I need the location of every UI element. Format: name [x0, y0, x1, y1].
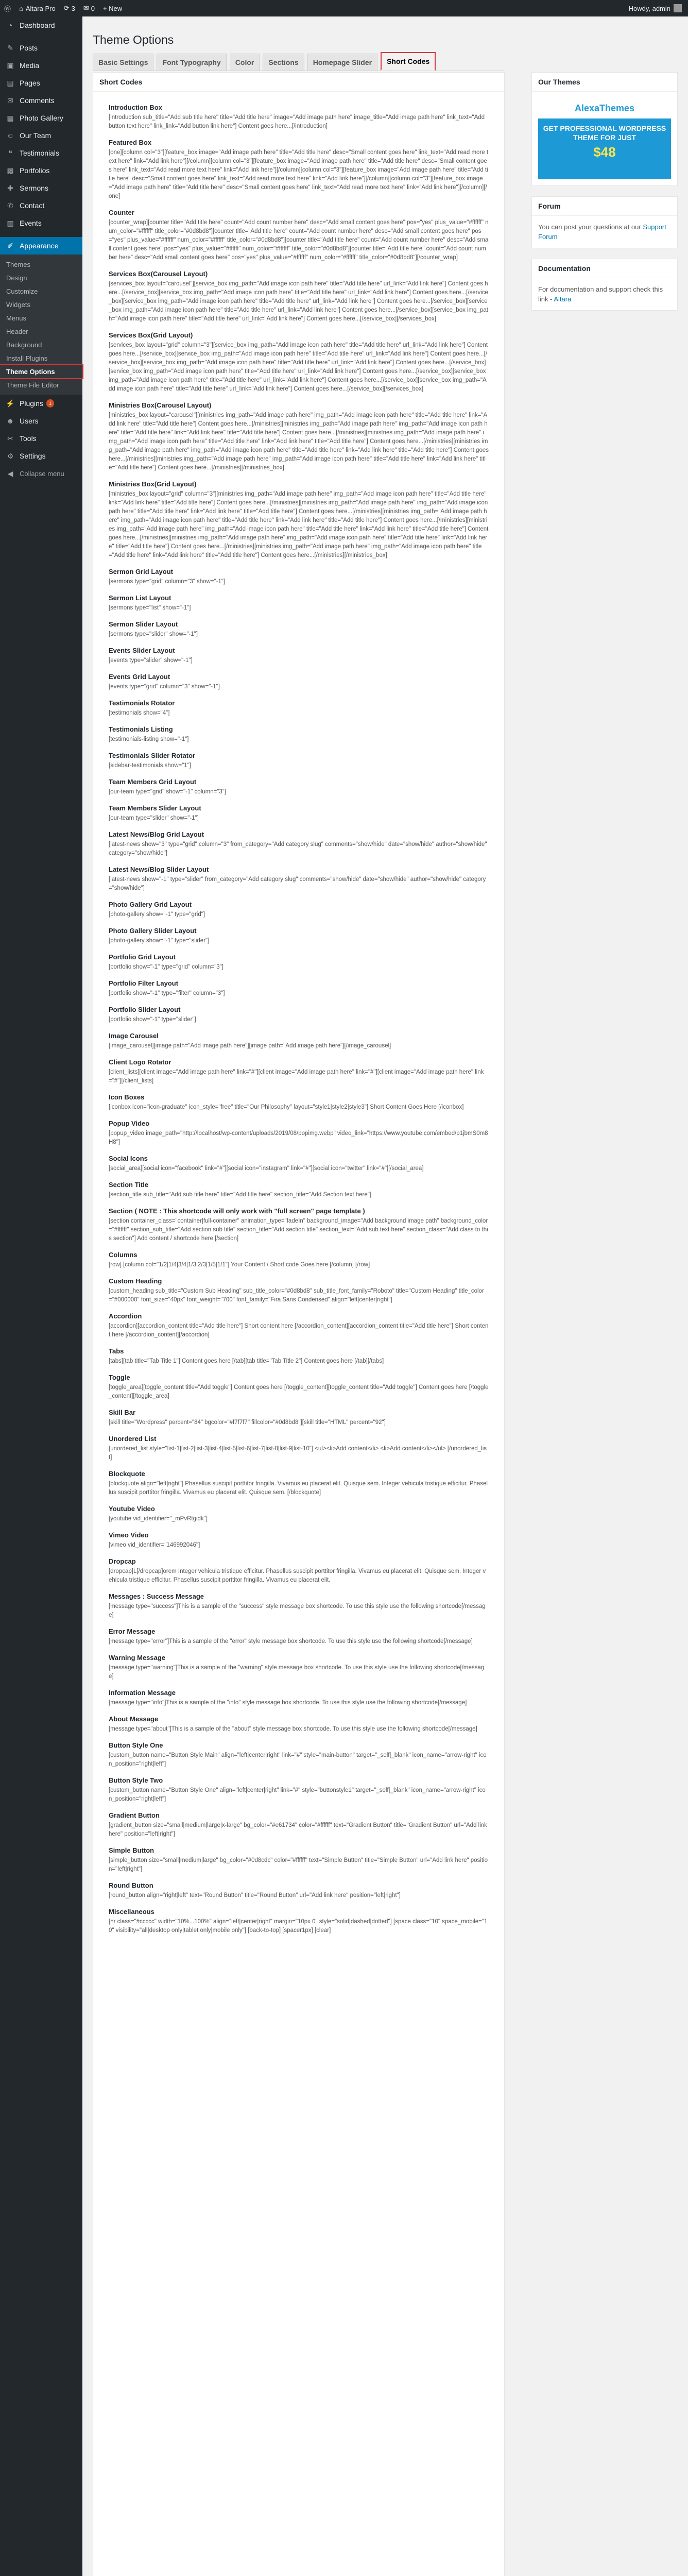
shortcode-code[interactable]: [ministries_box layout="carousel"][ministries img_path="Add image path here" img_path="Add image icon path here" title="Add title here" link="Add link here" title="Add title here"] Content goes here...[/ministries][ministries img_path="Add image path here" img_path="Add image icon path here" title="Add title here" link="Add link here" title="Add title here"] Content goes here...[/ministries][ministries img_path="Add image path here" img_path="Add image icon path here" title="Add title here" link="Add link here" title="Add title here"] Content goes here...[/ministries][ministries img_path="Add image path here" img_path="Add image icon path here" title="Add title here" link="Add link here" title="Add title here"] Content goes here...[/ministries][ministries img_path="Add image path here" img_path="Add image icon path here" title="Add title here" link="Add link here" title="Add title here"] Content goes here...[/ministries][/ministries_box] [109, 412, 489, 471]
submenu-theme-file-editor[interactable]: Theme File Editor [6, 381, 59, 389]
shortcode-title: Image Carousel [109, 1032, 159, 1040]
shortcode-item [109, 1741, 489, 1769]
home-icon: ⌂ [19, 4, 23, 12]
menu-plugins[interactable] [0, 395, 82, 412]
menu-separator [0, 232, 82, 237]
menu-appearance[interactable] [0, 237, 82, 255]
shortcode-code[interactable]: [our-team type="grid" show="-1" column="3"] [109, 789, 227, 795]
menu-sermons[interactable] [0, 179, 82, 197]
widget-title: Documentation [532, 259, 677, 278]
menu-label: Collapse menu [20, 469, 64, 478]
submenu-themes[interactable]: Themes [6, 260, 30, 268]
shortcode-title: Portfolio Slider Layout [109, 1006, 181, 1013]
menu-label: Contact [20, 201, 45, 210]
appearance-submenu [0, 255, 82, 395]
avatar [674, 4, 682, 12]
shortcode-code[interactable]: [social_area][social icon="facebook" link="#"][social icon="instagram" link="#"][social icon="twitter" link="#"][/social_area] [109, 1165, 424, 1172]
right-sidebar [531, 72, 678, 321]
shortcode-code[interactable]: [latest-news show="3" type="grid" column="3" from_category="Add category slug" comments="show/hide" date="show/hide" author="show/hide" category="show/hide"] [109, 841, 487, 856]
shortcode-title: Icon Boxes [109, 1093, 145, 1101]
shortcode-title: Section Title [109, 1181, 149, 1189]
shortcode-code[interactable]: [dropcap]L[/dropcap]orem Integer vehicula tristique efficitur. Phasellus suscipit porttitor fringilla. Vivamus eu placerat elit. Quisque sem. Integer vehicula tristique efficitur. Phasellus suscipit porttitor fringilla. Vivamus eu placerat elit. [109, 1568, 486, 1583]
shortcode-title: Columns [109, 1251, 137, 1259]
menu-label: Dashboard [20, 21, 55, 29]
shortcode-code[interactable]: [message type="about"]This is a sample of the "about" style message box shortcode. To use this style use the following shortcode[/message] [109, 1726, 477, 1732]
shortcode-code[interactable]: [sidebar-testimonials show="1"] [109, 762, 191, 769]
promo-price: $48 [593, 144, 616, 160]
shortcode-item [109, 1119, 489, 1147]
shortcode-item [109, 1531, 489, 1550]
shortcode-title: Toggle [109, 1374, 130, 1381]
support-forum-link[interactable]: Support Forum [538, 223, 666, 241]
shortcode-code[interactable]: [portfolio show="-1" type="grid" column="3"] [109, 964, 223, 970]
tab-font-typography[interactable]: Font Typography [157, 54, 226, 71]
shortcode-title: Sermon Slider Layout [109, 620, 178, 628]
shortcode-code[interactable]: [hr class="#ccccc" width="10%...100%" align="left|center|right" margin="10px 0" style="solid|dashed|dotted"] [space class="10" space_mobile="10" visibility="all|desktop only|tablet only|mobile only"] [back-to-top] [spacer1px] [clear] [109, 1919, 488, 1934]
calendar-icon: ▥ [7, 218, 14, 227]
shortcode-code[interactable]: [services_box layout="carousel"][service_box img_path="Add image icon path here" title="Add title here" url_link="Add link here"] Content goes here...[/service_box][service_box img_path="Add image icon path here" title="Add title here" url_link="Add link here"] Content goes here...[/service_box][service_box img_path="Add image icon path here" title="Add title here" url_link="Add link here"] Content goes here...[/service_box][service_box img_path="Add image icon path here" title="Add title here" url_link="Add link here"] Content goes here...[/service_box][service_box img_path="Add image icon path here" title="Add title here" url_link="Add link here"] Content goes here...[/service_box][/services_box] [109, 281, 488, 322]
shortcode-code[interactable]: [blockquote align="left|right"] Phasellus suscipit porttitor fringilla. Vivamus eu placerat elit. Quisque sem. Integer vehicula tristique efficitur. Phasellus suscipit porttitor fringilla. Vivamus eu placerat elit. Quisque sem. [/blockquote] [109, 1481, 488, 1496]
sermon-icon: ✚ [7, 183, 13, 192]
howdy-label: Howdy, admin [628, 4, 670, 12]
menu-label: Portfolios [20, 166, 50, 175]
shortcode-title: Events Slider Layout [109, 647, 175, 654]
shortcode-code[interactable]: [message type="success"]This is a sample of the "success" style message box shortcode. To use this style use the following shortcode[/message] [109, 1603, 486, 1618]
shortcode-title: Portfolio Filter Layout [109, 979, 179, 987]
shortcode-title: Testimonials Slider Rotator [109, 752, 196, 759]
options-tabs [93, 54, 505, 71]
shortcode-item [109, 953, 489, 972]
menu-label: Plugins [20, 399, 43, 408]
tab-color[interactable]: Color [230, 54, 260, 71]
shortcode-item [109, 1557, 489, 1585]
shortcode-list [93, 92, 504, 1939]
shortcode-item [109, 567, 489, 586]
shortcode-title: Dropcap [109, 1557, 136, 1565]
shortcode-item [109, 1347, 489, 1366]
comment-icon: ✉ [7, 96, 13, 105]
wrench-icon: ✂ [7, 434, 13, 443]
shortcode-item [109, 1776, 489, 1804]
shortcode-code[interactable]: [testimonials-listing show="-1"] [109, 736, 189, 742]
menu-separator [0, 34, 82, 39]
shortcode-item [109, 1469, 489, 1497]
admin-sidebar [0, 16, 82, 2576]
menu-label: Tools [20, 434, 37, 443]
shortcode-item [109, 1504, 489, 1523]
shortcode-item [109, 1408, 489, 1427]
shortcode-code[interactable]: [introduction sub_title="Add sub title here" title="Add title here" image="Add image path here" image_title="Add image path here" link_text="Add button text here" link_link="Add button link here"] Content goes here...[/introduction] [109, 114, 485, 129]
comments-link[interactable] [79, 0, 99, 16]
shortcode-title: Ministries Box(Carousel Layout) [109, 401, 212, 409]
docs-text-label: For documentation and support check this link - [538, 285, 663, 303]
shortcode-code[interactable]: [ministries_box layout="grid" column="3"][ministries img_path="Add image path here" img_path="Add image icon path here" title="Add title here" link="Add link here" title="Add title here"] Content goes here...[/ministries][ministries img_path="Add image path here" img_path="Add image icon path here" title="Add title here" link="Add link here" title="Add title here"] Content goes here...[/ministries][ministries img_path="Add image path here" img_path="Add image icon path here" title="Add title here" link="Add link here" title="Add title here"] Content goes here...[/ministries][ministries img_path="Add image path here" img_path="Add image icon path here" title="Add title here" link="Add link here" title="Add title here"] Content goes here...[/ministries][ministries img_path="Add image path here" img_path="Add image icon path here" title="Add title here" link="Add link here" title="Add title here"] Content goes here...[/ministries][ministries img_path="Add image path here" img_path="Add image icon path here" title="Add title here" link="Add link here" title="Add title here"] Content goes here...[/ministries][/ministries_box] [109, 491, 489, 558]
shortcode-code[interactable]: [simple_button size="small|medium|large" bg_color="#0d8cdc" color="#ffffff" text="Simple Button" title="Simple Button" url="Add link here" position="left|right"] [109, 1857, 488, 1872]
shortcode-item [109, 1154, 489, 1173]
portfolio-icon: ▩ [7, 166, 14, 175]
menu-pages[interactable] [0, 74, 82, 92]
forum-text-label: You can post your questions at our [538, 223, 641, 231]
menu-events[interactable] [0, 214, 82, 232]
shortcode-code[interactable]: [photo-gallery show="-1" type="slider"] [109, 938, 210, 944]
shortcode-title: Miscellaneous [109, 1908, 154, 1916]
shortcode-code[interactable]: [one][column col="3"][feature_box image="Add image path here" title="Add title here" desc="Small content goes here" link_text="Add read more text here" link="Add link here"][/column][column col="3"][feature_box image="Add image path here" title="Add title here" desc="Small content goes here" link_text="Add read more text here" link="Add link here"][/column][column col="3"][feature_box image="Add image path here" title="Add title here" desc="Small content goes here" link_text="Add read more text here" link="Add link here"][/column][column col="3"][feature_box image="Add image path here" title="Add title here" desc="Small content goes here" link_text="Add read more text here" link="Add link here"][/column][/one] [109, 149, 489, 199]
shortcode-code[interactable]: [sermons type="list" show="-1"] [109, 605, 191, 611]
updates-link[interactable] [60, 0, 79, 16]
menu-label: Our Team [20, 131, 51, 140]
forum-widget [531, 196, 678, 248]
shortcode-item [109, 1250, 489, 1269]
updates-count: 3 [71, 4, 75, 12]
shortcode-item [109, 1811, 489, 1839]
shortcode-title: Events Grid Layout [109, 673, 170, 681]
shortcode-code[interactable]: [image_carousel][image path="Add image path here"][image path="Add image path here"][/image_carousel] [109, 1043, 391, 1049]
shortcode-title: Information Message [109, 1689, 176, 1697]
shortcode-title: Team Members Grid Layout [109, 778, 197, 786]
team-icon: ☺ [6, 131, 14, 140]
shortcode-item [109, 777, 489, 796]
tab-basic-settings[interactable]: Basic Settings [93, 54, 153, 71]
shortcode-code[interactable]: [skill title="Wordpress" percent="84" bgcolor="#f7f7f7" fillcolor="#0d8bd8"][skill title="HTML" percent="92"] [109, 1419, 386, 1426]
menu-label: Photo Gallery [20, 114, 63, 122]
shortcode-code[interactable]: [vimeo vid_identifier="146992046"] [109, 1542, 200, 1548]
menu-tools[interactable] [0, 430, 82, 447]
panel-title: Short Codes [93, 73, 504, 92]
collapse-icon: ◀ [7, 469, 13, 478]
shortcode-code[interactable]: [testimonials show="4"] [109, 710, 170, 716]
shortcode-item [109, 646, 489, 665]
new-content-link[interactable]: + New [102, 4, 123, 12]
shortcode-title: Skill Bar [109, 1409, 136, 1416]
comment-icon: ✉ [83, 4, 89, 12]
submenu-customize[interactable]: Customize [6, 287, 38, 295]
shortcode-title: About Message [109, 1715, 159, 1723]
shortcode-title: Photo Gallery Slider Layout [109, 927, 197, 935]
shortcode-code[interactable]: [events type="grid" column="3" show="-1"] [109, 684, 220, 690]
menu-testimonials[interactable] [0, 144, 82, 162]
shortcode-title: Portfolio Grid Layout [109, 953, 176, 961]
shortcode-title: Team Members Slider Layout [109, 804, 201, 812]
shortcode-item [109, 208, 489, 262]
docs-link[interactable]: Altara [554, 295, 572, 303]
shortcode-title: Popup Video [109, 1120, 150, 1127]
shortcode-title: Accordion [109, 1312, 142, 1320]
menu-our-team[interactable] [0, 127, 82, 144]
shortcode-title: Youtube Video [109, 1505, 155, 1513]
shortcode-item [109, 1277, 489, 1304]
shortcode-title: Client Logo Rotator [109, 1058, 171, 1066]
shortcode-code[interactable]: [portfolio show="-1" type="slider"] [109, 1016, 196, 1023]
shortcode-item [109, 1688, 489, 1707]
shortcode-title: Simple Button [109, 1846, 154, 1854]
menu-label: Pages [20, 79, 40, 87]
tab-sections[interactable]: Sections [263, 54, 304, 71]
shortcode-item [109, 1627, 489, 1646]
shortcode-title: Services Box(Grid Layout) [109, 331, 193, 339]
shortcode-item [109, 138, 489, 201]
shortcode-item [109, 269, 489, 324]
dashboard-icon: ◔ [8, 21, 13, 29]
shortcode-code[interactable]: [events type="slider" show="-1"] [109, 657, 193, 664]
contact-icon: ✆ [7, 201, 13, 210]
shortcode-item [109, 926, 489, 945]
shortcode-item [109, 1907, 489, 1935]
page-title: Theme Options [93, 33, 174, 46]
admin-bar [0, 0, 688, 16]
plugin-icon: ⚡ [6, 399, 15, 408]
submenu-menus[interactable]: Menus [6, 314, 27, 322]
shortcode-item [109, 1715, 489, 1734]
shortcode-item [109, 1312, 489, 1340]
shortcode-title: Blockquote [109, 1470, 145, 1478]
menu-photo-gallery[interactable] [0, 109, 82, 127]
shortcode-item [109, 804, 489, 823]
account-menu[interactable] [625, 0, 688, 16]
shortcode-title: Section ( NOTE : This shortcode will only work with "full screen" page template ) [109, 1207, 365, 1215]
plugins-update-badge: 1 [46, 399, 54, 408]
menu-label: Sermons [20, 184, 49, 192]
shortcode-code[interactable]: [client_lists][client image="Add image path here" link="#"][client image="Add image path here" link="#"][client image="Add image path here" link="#"][/client_lists] [109, 1069, 484, 1084]
shortcode-title: Sermon Grid Layout [109, 568, 173, 575]
shortcode-title: Round Button [109, 1882, 153, 1889]
shortcode-code[interactable]: [custom_button name="Button Style One" align="left|center|right" link="#" style="buttonstyle1" target="_self|_blank" icon_name="arrow-right" icon_position="right|left"] [109, 1787, 486, 1802]
menu-label: Appearance [20, 242, 59, 250]
shortcode-item [109, 830, 489, 858]
updates-icon: ⟳ [63, 4, 70, 12]
widget-title: Our Themes [532, 73, 677, 92]
menu-comments[interactable] [0, 92, 82, 109]
shortcode-title: Photo Gallery Grid Layout [109, 901, 192, 908]
quote-icon: ❝ [8, 148, 12, 157]
menu-settings[interactable] [0, 447, 82, 465]
shortcode-title: Messages : Success Message [109, 1592, 204, 1600]
site-name-link[interactable] [15, 0, 60, 16]
shortcode-code[interactable]: [youtube vid_identifier="_mPvRtgidk"] [109, 1516, 208, 1522]
menu-label: Media [20, 61, 40, 70]
menu-label: Testimonials [20, 149, 60, 157]
shortcode-title: Button Style Two [109, 1776, 163, 1784]
media-icon: ▣ [7, 61, 14, 70]
shortcode-item [109, 725, 489, 744]
shortcode-code[interactable]: [round_button align="right|left" text="Round Button" title="Round Button" url="Add link here" position="left|right"] [109, 1892, 401, 1899]
shortcode-code[interactable]: [custom_button name="Button Style Main" align="left|center|right" link="#" style="main-button" target="_self|_blank" icon_name="arrow-right" icon_position="right|left"] [109, 1752, 487, 1767]
shortcode-item [109, 331, 489, 394]
shortcode-title: Unordered List [109, 1435, 157, 1443]
shortcode-item [109, 1093, 489, 1112]
shortcode-title: Introduction Box [109, 104, 162, 111]
menu-portfolios[interactable] [0, 162, 82, 179]
shortcode-title: Testimonials Rotator [109, 699, 175, 707]
settings-icon: ⚙ [7, 451, 14, 460]
tab-homepage-slider[interactable]: Homepage Slider [307, 54, 377, 71]
shortcode-code[interactable]: [toggle_area][toggle_content title="Add toggle"] Content goes here [/toggle_content][toggle_content title="Add toggle"] Content goes here [/toggle_content][/toggle_area] [109, 1384, 489, 1399]
shortcode-code[interactable]: [tabs][tab title="Tab Title 1"] Content goes here [/tab][tab title="Tab Title 2"] Content goes here [/tab][/tabs] [109, 1358, 384, 1364]
shortcode-title: Error Message [109, 1628, 156, 1635]
submenu-install-plugins[interactable]: Install Plugins [6, 354, 48, 362]
shortcode-title: Testimonials Listing [109, 725, 173, 733]
shortcode-code[interactable]: [unordered_list style="list-1|list-2|list-3|list-4|list-5|list-6|list-7|list-8|list-9|list-10"] <ul><li>Add content</li> <li>Add content</li></ul> [/unordered_list] [109, 1446, 487, 1461]
shortcode-title: Counter [109, 209, 134, 216]
shortcode-item [109, 1592, 489, 1620]
menu-label: Settings [20, 452, 46, 460]
pin-icon: ✎ [7, 43, 13, 52]
forum-text [532, 216, 677, 248]
shortcode-title: Featured Box [109, 139, 152, 146]
users-icon: ☻ [6, 417, 14, 425]
documentation-widget [531, 259, 678, 311]
shortcode-item [109, 900, 489, 919]
shortcode-item [109, 751, 489, 770]
shortcode-code[interactable]: [section_title sub_title="Add sub title here" title="Add title here" section_title="Add Section text here"] [109, 1192, 372, 1198]
shortcode-code[interactable]: [sermons type="slider" show="-1"] [109, 631, 198, 637]
submenu-header[interactable]: Header [6, 327, 28, 335]
wordpress-logo-icon[interactable]: ⓦ [4, 5, 11, 13]
shortcode-code[interactable]: [message type="info"]This is a sample of the "info" style message box shortcode. To use this style use the following shortcode[/message] [109, 1700, 467, 1706]
shortcode-item [109, 1653, 489, 1681]
shortcode-item [109, 699, 489, 718]
menu-label: Events [20, 219, 42, 227]
shortcode-code[interactable]: [portfolio show="-1" type="filter" column="3"] [109, 990, 225, 996]
shortcode-title: Gradient Button [109, 1811, 160, 1819]
shortcode-title: Vimeo Video [109, 1531, 149, 1539]
shortcode-code[interactable]: [services_box layout="grid" column="3"][service_box img_path="Add image icon path here" title="Add title here" url_link="Add link here"] Content goes here...[/service_box][service_box img_path="Add image icon path here" title="Add title here" url_link="Add link here"] Content goes here...[/service_box][service_box img_path="Add image icon path here" title="Add title here" url_link="Add link here"] Content goes here...[/service_box][service_box img_path="Add image icon path here" title="Add title here" url_link="Add link here"] Content goes here...[/service_box][service_box img_path="Add image icon path here" title="Add title here" url_link="Add link here"] Content goes here...[/service_box][service_box img_path="Add image icon path here" title="Add title here" url_link="Add link here"] Content goes here...[/service_box][/services_box] [109, 342, 488, 392]
shortcode-code[interactable]: [counter_wrap][counter title="Add title here" count="Add count number here" desc="Add small content goes here" pos="yes" plus_value="#ffffff" num_color="#ffffff" title_color="#0d8bd8"][counter title="Add title here" count="Add count number here" desc="Add small content goes here" pos="yes" plus_value="#ffffff" num_color="#ffffff" title_color="#0d8bd8"][counter title="Add title here" count="Add count number here" desc="Add small content goes here" pos="yes" plus_value="#ffffff" num_color="#ffffff" title_color="#0d8bd8"][counter title="Add title here" count="Add count number here" desc="Add small content goes here" pos="yes" plus_value="#ffffff" num_color="#ffffff" title_color="#0d8bd8"][/counter_wrap] [109, 219, 489, 261]
our-themes-widget [531, 72, 678, 186]
shortcode-code[interactable]: [sermons type="grid" column="3" show="-1"] [109, 579, 226, 585]
shortcode-item [109, 1058, 489, 1086]
shortcode-code[interactable]: [photo-gallery show="-1" type="grid"] [109, 911, 205, 918]
short-codes-panel [93, 72, 505, 2576]
shortcode-code[interactable]: [section container_class="container|full-container" animation_type="fadeIn" background_image="Add background image path" background_color="#ffffff" section_sub_title="Add section sub title" section_title="Add section title" section_text="Add sub text here" section_class="Add class to this section"] Add content / shortcode here [/section] [109, 1218, 488, 1242]
collapse-menu-button[interactable] [0, 465, 82, 482]
promo-text: GET PROFESSIONAL WORDPRESS THEME FOR JUST [543, 124, 666, 142]
shortcode-item [109, 1180, 489, 1199]
shortcode-code[interactable]: [iconbox icon="icon-graduate" icon_style="free" title="Our Philosophy" layout="style1|style2|style3"] Short Content Goes Here [/iconbox] [109, 1104, 464, 1110]
gallery-icon: ▦ [7, 113, 14, 122]
shortcode-item [109, 1846, 489, 1874]
shortcode-item [109, 1373, 489, 1401]
shortcode-code[interactable]: [custom_heading sub_title="Custom Sub Heading" sub_title_color="#0d8bd8" sub_title_font_family="Roboto" title="Custom Heading" title_color="#000000" font_size="40px" font_weight="700" font_family="Fira Sans Condensed" align="left|center|right"] [109, 1288, 484, 1303]
menu-dashboard[interactable] [0, 16, 82, 34]
brush-icon: ✐ [7, 241, 13, 250]
shortcode-item [109, 594, 489, 613]
widget-title: Forum [532, 197, 677, 216]
shortcode-item [109, 620, 489, 639]
shortcode-code[interactable]: [our-team type="slider" show="-1"] [109, 815, 199, 821]
shortcode-code[interactable]: [row] [column col="1/2|1/4|3/4|1/3|2/3|1/5|1/1"] Your Content / Short code Goes here [/column] [/row] [109, 1262, 370, 1268]
shortcode-title: Social Icons [109, 1155, 148, 1162]
shortcode-item [109, 1031, 489, 1050]
shortcode-title: Tabs [109, 1347, 124, 1355]
shortcode-code[interactable]: [popup_video image_path="http://localhost/wp-content/uploads/2019/08/popimg.webp" video_link="https://www.youtube.com/embed/p1jbmS0m8H8"] [109, 1130, 488, 1145]
shortcode-item [109, 1434, 489, 1462]
shortcode-title: Sermon List Layout [109, 594, 171, 602]
shortcode-item [109, 672, 489, 691]
shortcode-title: Services Box(Carousel Layout) [109, 270, 208, 278]
tab-short-codes[interactable]: Short Codes [381, 52, 436, 71]
site-name-label: Altara Pro [25, 4, 56, 12]
shortcode-item [109, 103, 489, 131]
shortcode-title: Button Style One [109, 1741, 163, 1749]
menu-label: Posts [20, 44, 38, 52]
shortcode-code[interactable]: [accordion][accordion_content title="Add title here"] Short content here [/accordion_content][accordion_content title="Add title here"] Short content here [/accordion_content][/accordion] [109, 1323, 489, 1338]
shortcode-item [109, 1005, 489, 1024]
submenu-background[interactable]: Background [6, 341, 42, 349]
comments-count: 0 [91, 4, 95, 12]
shortcode-code[interactable]: [gradient_button size="small|medium|large|x-large" bg_color="#e61734" color="#ffffff" text="Gradient Button" title="Gradient Button" url="Add link here" position="left|right"] [109, 1822, 487, 1837]
shortcode-code[interactable]: [latest-news show="-1" type="slider" from_category="Add category slug" comments="show/hide" date="show/hide" author="show/hide" category="show/hide"] [109, 876, 486, 891]
submenu-theme-options[interactable]: Theme Options [0, 365, 82, 378]
theme-promo-banner[interactable] [538, 98, 671, 179]
shortcode-item [109, 865, 489, 893]
docs-text [532, 278, 677, 310]
shortcode-item [109, 979, 489, 998]
shortcode-title: Latest News/Blog Grid Layout [109, 831, 204, 838]
shortcode-title: Latest News/Blog Slider Layout [109, 866, 209, 873]
promo-logo: AlexaThemes [538, 98, 671, 118]
menu-media[interactable] [0, 57, 82, 74]
menu-contact[interactable] [0, 197, 82, 214]
menu-label: Comments [20, 96, 55, 105]
shortcode-item [109, 480, 489, 560]
shortcode-title: Ministries Box(Grid Layout) [109, 480, 197, 488]
shortcode-code[interactable]: [message type="error"]This is a sample of the "error" style message box shortcode. To use this style use the following shortcode[/message] [109, 1638, 473, 1645]
shortcode-item [109, 1881, 489, 1900]
shortcode-title: Custom Heading [109, 1277, 162, 1285]
page-icon: ▤ [7, 78, 14, 87]
menu-users[interactable] [0, 412, 82, 430]
submenu-widgets[interactable]: Widgets [6, 300, 30, 309]
menu-label: Users [20, 417, 39, 425]
shortcode-item [109, 1207, 489, 1243]
shortcode-item [109, 401, 489, 472]
shortcode-code[interactable]: [message type="warning"]This is a sample of the "warning" style message box shortcode. To use this style use the following shortcode[/message] [109, 1665, 485, 1680]
shortcode-title: Warning Message [109, 1654, 166, 1662]
menu-posts[interactable] [0, 39, 82, 57]
submenu-design[interactable]: Design [6, 274, 27, 282]
